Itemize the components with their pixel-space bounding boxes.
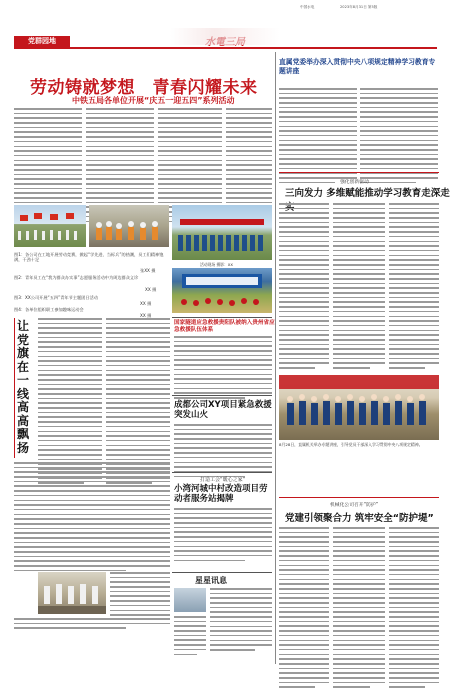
divider-flood [172, 317, 272, 318]
lead-body-col4 [226, 108, 272, 216]
right-middle-col1 [279, 203, 329, 372]
photo-caption-small: 活动现场 摄影：XX [200, 262, 233, 267]
photo-team-flags [14, 205, 86, 247]
right-photo-caption: 8月28日，直属机关举办专题讲座，引导党员干部深入学习贯彻中央八项规定精神。 [279, 442, 423, 447]
photo-banner-crowd [172, 268, 272, 313]
right-bottom-headline: 党建引领聚合力 筑牢安全“防护堤” [285, 513, 434, 524]
divider-chengdu [172, 395, 272, 396]
flood-body [174, 336, 272, 402]
lead-subhead: 中铁五局各单位开展“庆五一迎五四”系列活动 [72, 96, 235, 105]
header-stripe [170, 28, 280, 45]
side-headline-bar [14, 318, 15, 458]
star-body-col1 [210, 588, 272, 654]
caption-4-author: XX 摄 [140, 313, 152, 318]
flood-headline: 国家隧道应急救援贵阳队被纳入贵州省应急救援队伍体系 [174, 320, 275, 333]
xiaohe-body [174, 508, 272, 564]
caption-1-author: 张XX 摄 [140, 268, 156, 273]
section-tab [14, 36, 70, 47]
photo-star [174, 588, 206, 612]
divider-xiaohe [172, 472, 272, 473]
divider-right-bottom [279, 497, 439, 498]
side-headline: 让党旗在一线高高飘扬 [17, 319, 30, 455]
right-middle-kicker: 强化创新驱动 [340, 180, 369, 185]
xiaohe-headline: 小湾河城中村改造项目劳动者服务站揭牌 [174, 484, 268, 504]
bottom-left-col [110, 572, 170, 624]
header-bar [14, 47, 437, 49]
caption-2-author: XX 摄 [145, 287, 157, 292]
photo-right-assembly [279, 375, 439, 440]
right-top-headline: 直属党委举办深入贯彻中央八项规定精神学习教育专题讲座 [279, 58, 436, 75]
right-middle-headline: 三向发力 多维赋能推动学习教育走深走 [285, 188, 450, 199]
divider-right-middle [279, 172, 439, 173]
caption-3: 图3：XX公司开展“五四”青年节主题团日活动 [14, 295, 98, 300]
side-body-lower [14, 462, 170, 575]
right-middle-col3 [389, 203, 439, 372]
lead-headline: 劳动铸就梦想 青春闪耀未来 [30, 78, 258, 98]
right-bottom-col3 [389, 527, 439, 691]
divider-star [172, 572, 272, 573]
photo-group-right [172, 205, 272, 260]
bottom-left-caption [14, 618, 170, 632]
header-meta-left: 中国水电 [300, 5, 315, 9]
chengdu-headline: 成都公司XY项目紧急救援突发山火 [174, 400, 272, 420]
xiaohe-kicker: 打造工会“暖心之家” [200, 477, 246, 483]
header-meta-right: 2023年8月31日 第5版 [340, 5, 378, 9]
section-tab-label: 党群园地 [28, 37, 56, 45]
star-headline: 星星讯息 [195, 576, 227, 585]
caption-4: 图4：各单位组织职工参加趣味运动会 [14, 307, 84, 312]
right-bottom-col2 [333, 527, 385, 691]
right-middle-col2 [333, 203, 385, 372]
right-bottom-col1 [279, 527, 329, 691]
right-bottom-kicker: 机械化公司召开“防护” [330, 503, 379, 508]
photo-bottom-left [38, 572, 106, 614]
star-body-col2 [174, 616, 206, 658]
column-divider-1 [275, 52, 276, 664]
photo-workers [89, 205, 169, 247]
caption-2: 图2：青年员工在“我为群众办实事”志愿服务活动中为周边群众义诊 [14, 275, 139, 280]
caption-3-author: XX 摄 [140, 301, 152, 306]
caption-1: 图1：各公司在工地开展劳动竞赛，掀起“学先进、当标兵”的热潮，员工们精神饱满，干劲十足 [14, 252, 164, 263]
